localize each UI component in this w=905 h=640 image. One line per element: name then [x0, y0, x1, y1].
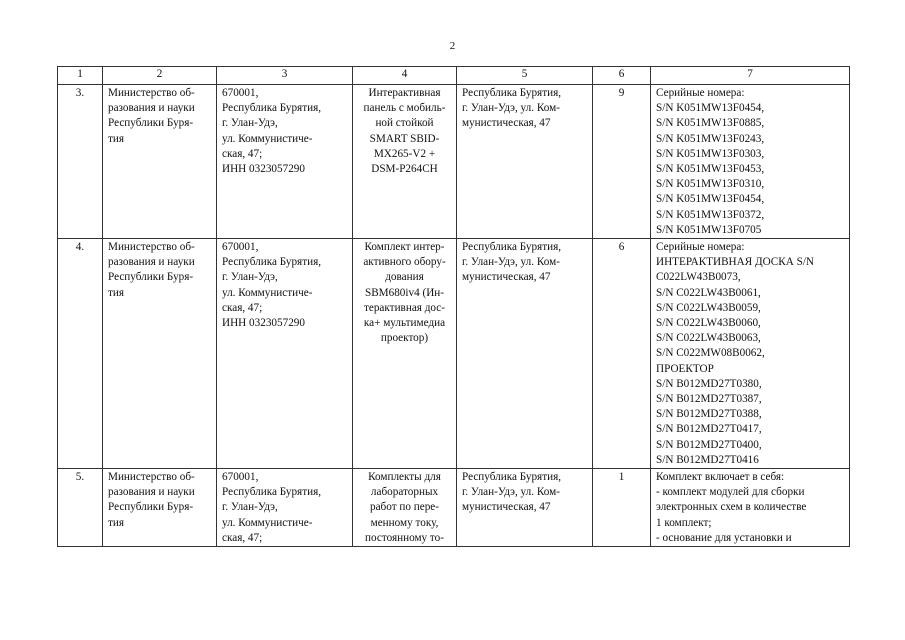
cell-line: MX265-V2 + — [373, 147, 436, 160]
serial-numbers-cell — [651, 85, 850, 239]
cell-line: S/N K051MW13F0454, — [656, 193, 765, 206]
cell-line: г. Улан-Удэ, — [222, 501, 278, 514]
cell-line: S/N K051MW13F0303, — [656, 147, 765, 160]
header-cell: 1 — [58, 67, 103, 85]
serial-numbers-cell — [651, 469, 850, 547]
cell-line: терактивная дос- — [363, 301, 445, 314]
equipment-description-cell — [353, 239, 457, 469]
cell-line: C022LW43B0073, — [656, 271, 741, 284]
cell-line: г. Улан-Удэ, ул. Ком- — [462, 256, 560, 269]
cell-line: электронных схем в количестве — [656, 501, 807, 514]
cell-line: Серийные номера: — [656, 241, 745, 254]
cell-line: S/N B012MD27T0416 — [656, 453, 759, 466]
cell-line: S/N C022LW43B0063, — [656, 332, 761, 345]
cell-line: Комплект интер- — [364, 241, 445, 254]
cell-line: ПРОЕКТОР — [656, 362, 714, 375]
cell-line: тия — [108, 516, 125, 529]
cell-line: Республика Бурятия, — [222, 486, 322, 499]
cell-line: Республика Бурятия, — [462, 87, 562, 99]
header-cell: 3 — [217, 67, 353, 85]
cell-line: S/N B012MD27T0417, — [656, 423, 762, 436]
cell-line: постоянному то- — [365, 531, 444, 544]
header-cell: 7 — [651, 67, 850, 85]
quantity-cell: 1 — [593, 469, 651, 547]
cell-line: ИНН 0323057290 — [222, 317, 305, 330]
cell-line: г. Улан-Удэ, ул. Ком- — [462, 102, 560, 115]
cell-line: S/N C022LW43B0059, — [656, 301, 761, 314]
cell-line: 1 комплект; — [656, 516, 712, 529]
cell-line: S/N B012MD27T0388, — [656, 408, 762, 421]
cell-line: менному току, — [370, 516, 439, 529]
address-cell — [217, 85, 353, 239]
cell-line: 670001, — [222, 471, 259, 484]
cell-line: ул. Коммунистиче- — [222, 516, 313, 529]
cell-line: мунистическая, 47 — [462, 501, 551, 514]
row-number-cell: 5. — [58, 469, 103, 547]
header-cell: 5 — [457, 67, 593, 85]
table-row — [58, 469, 850, 547]
cell-line: работ по пере- — [370, 501, 439, 514]
cell-line: S/N B012MD27T0387, — [656, 393, 762, 406]
cell-line: 670001, — [222, 241, 259, 254]
cell-line: Республики Буря- — [108, 271, 194, 284]
row-number-cell: 4. — [58, 239, 103, 469]
cell-line: панель с мобиль- — [363, 102, 446, 115]
header-cell: 2 — [103, 67, 217, 85]
cell-line: S/N B012MD27T0400, — [656, 438, 762, 451]
serial-numbers-cell — [651, 239, 850, 469]
cell-line: Комплект включает в себя: — [656, 471, 785, 484]
quantity-cell: 6 — [593, 239, 651, 469]
cell-line: проектор) — [380, 332, 429, 345]
equipment-table — [57, 66, 850, 547]
table-header-row — [58, 67, 850, 85]
cell-line: разования и науки — [108, 486, 195, 499]
cell-line: активного обору- — [363, 256, 446, 269]
equipment-description-cell — [353, 469, 457, 547]
address-cell — [217, 239, 353, 469]
cell-line: тия — [108, 286, 125, 299]
cell-line: S/N C022LW43B0060, — [656, 317, 761, 330]
page-number: 2 — [449, 40, 456, 52]
cell-line: Комплекты для — [368, 471, 441, 484]
cell-line: тия — [108, 132, 125, 145]
cell-line: ИНН 0323057290 — [222, 163, 305, 176]
cell-line: г. Улан-Удэ, ул. Ком- — [462, 486, 560, 499]
cell-line: Республика Бурятия, — [462, 471, 562, 484]
cell-line: S/N K051MW13F0243, — [656, 132, 765, 145]
table-row — [58, 239, 850, 469]
cell-line: Серийные номера: — [656, 87, 745, 99]
cell-line: разования и науки — [108, 102, 195, 115]
cell-line: DSM-P264CH — [371, 163, 438, 176]
cell-line: S/N C022MW08B0062, — [656, 347, 765, 360]
cell-line: ул. Коммунистиче- — [222, 286, 313, 299]
address-cell — [217, 469, 353, 547]
cell-line: Республика Бурятия, — [222, 102, 322, 115]
cell-line: г. Улан-Удэ, — [222, 117, 278, 130]
cell-line: разования и науки — [108, 256, 195, 269]
cell-line: S/N C022LW43B0061, — [656, 286, 761, 299]
cell-line: Республики Буря- — [108, 117, 194, 130]
header-cell: 6 — [593, 67, 651, 85]
cell-line: Министерство об- — [108, 87, 195, 99]
cell-line: S/N K051MW13F0885, — [656, 117, 765, 130]
cell-line: Министерство об- — [108, 471, 195, 484]
cell-line: S/N K051MW13F0372, — [656, 208, 765, 221]
quantity-cell: 9 — [593, 85, 651, 239]
cell-line: - комплект модулей для сборки — [656, 486, 805, 499]
location-cell — [457, 469, 593, 547]
cell-line: ИНТЕРАКТИВНАЯ ДОСКА S/N — [656, 256, 815, 269]
cell-line: дования — [385, 271, 424, 284]
location-cell — [457, 239, 593, 469]
header-cell: 4 — [353, 67, 457, 85]
table-row — [58, 85, 850, 239]
cell-line: ул. Коммунистиче- — [222, 132, 313, 145]
organization-name-cell — [103, 85, 217, 239]
row-number-cell: 3. — [58, 85, 103, 239]
cell-line: SBM680iv4 (Ин- — [364, 286, 445, 299]
cell-line: S/N K051MW13F0310, — [656, 178, 765, 191]
organization-name-cell — [103, 469, 217, 547]
cell-line: г. Улан-Удэ, — [222, 271, 278, 284]
cell-line: S/N K051MW13F0454, — [656, 102, 765, 115]
cell-line: ной стойкой — [375, 117, 434, 130]
cell-line: Министерство об- — [108, 241, 195, 254]
cell-line: мунистическая, 47 — [462, 117, 551, 130]
cell-line: S/N K051MW13F0453, — [656, 163, 765, 176]
cell-line: Интерактивная — [368, 87, 441, 99]
cell-line: мунистическая, 47 — [462, 271, 551, 284]
cell-line: - основание для установки и — [656, 531, 792, 544]
cell-line: ская, 47; — [222, 147, 263, 160]
cell-line: Республика Бурятия, — [462, 241, 562, 254]
cell-line: SMART SBID- — [369, 132, 440, 145]
cell-line: S/N K051MW13F0705 — [656, 223, 762, 236]
cell-line: Республика Бурятия, — [222, 256, 322, 269]
cell-line: ская, 47; — [222, 531, 263, 544]
cell-line: 670001, — [222, 87, 259, 99]
cell-line: лабораторных — [370, 486, 439, 499]
organization-name-cell — [103, 239, 217, 469]
equipment-description-cell — [353, 85, 457, 239]
cell-line: ка+ мультимедиа — [363, 317, 446, 330]
cell-line: Республики Буря- — [108, 501, 194, 514]
cell-line: S/N B012MD27T0380, — [656, 377, 762, 390]
location-cell — [457, 85, 593, 239]
cell-line: ская, 47; — [222, 301, 263, 314]
